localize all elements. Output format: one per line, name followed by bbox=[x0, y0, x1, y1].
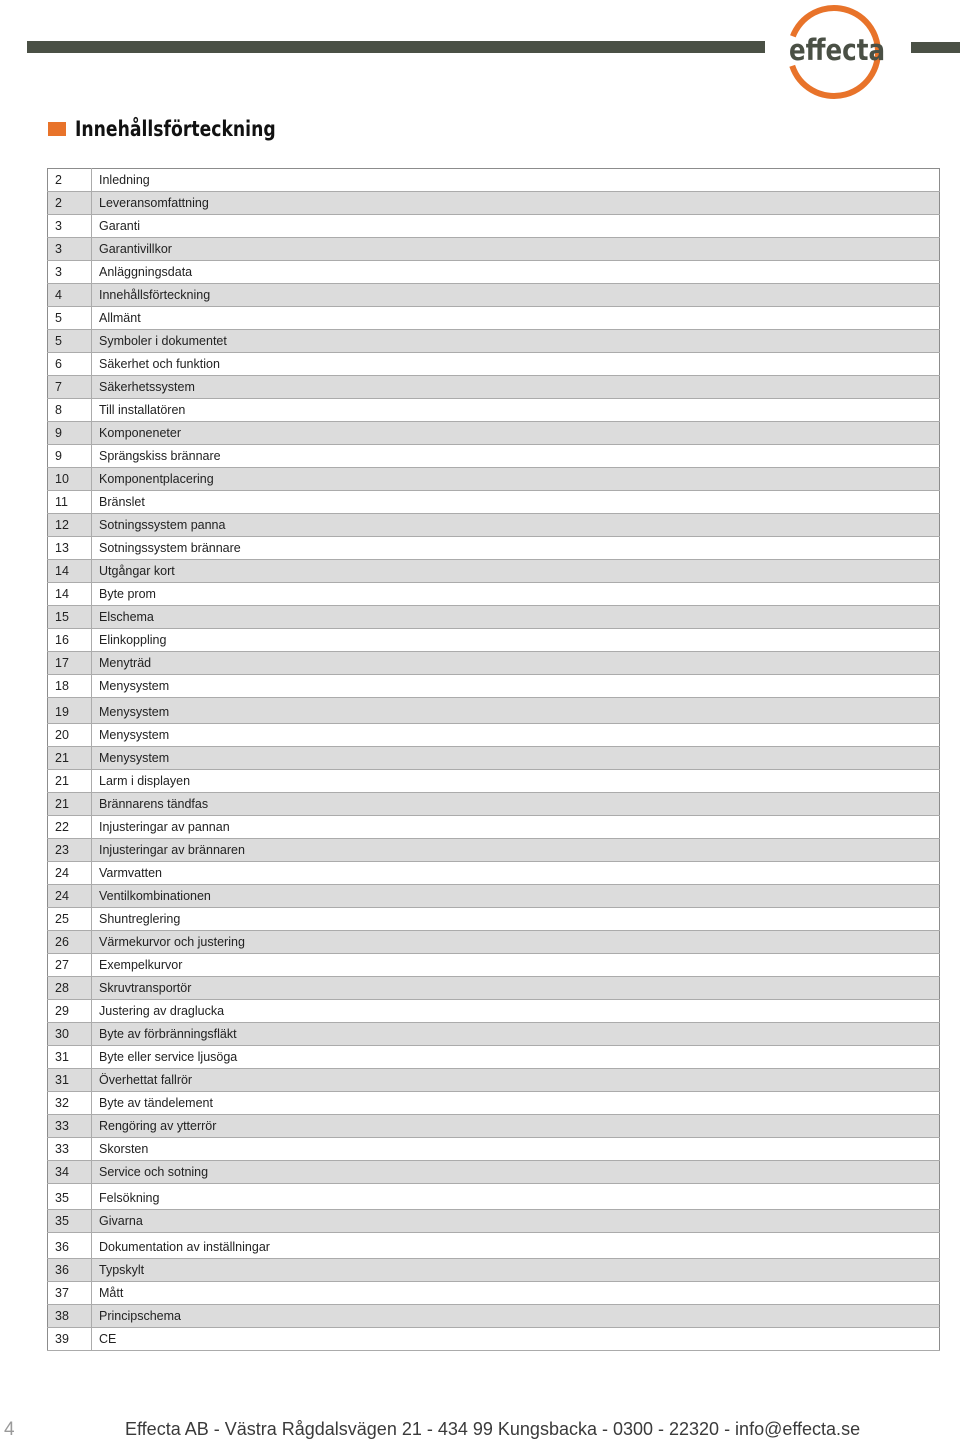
toc-entry-title: Typskylt bbox=[92, 1259, 940, 1282]
toc-row bbox=[48, 977, 940, 1000]
toc-page-number: 9 bbox=[48, 422, 92, 445]
logo-wordmark: effecta bbox=[789, 33, 885, 67]
toc-page-number: 24 bbox=[48, 885, 92, 908]
toc-row bbox=[48, 1184, 940, 1210]
toc-entry-title: Menysystem bbox=[92, 747, 940, 770]
toc-row bbox=[48, 169, 940, 192]
toc-page-number: 34 bbox=[48, 1161, 92, 1184]
toc-page-number: 2 bbox=[48, 169, 92, 192]
toc-entry-title: Skruvtransportör bbox=[92, 977, 940, 1000]
header-bar-left bbox=[27, 41, 765, 53]
toc-page-number: 21 bbox=[48, 747, 92, 770]
toc-page-number: 14 bbox=[48, 560, 92, 583]
toc-page-number: 36 bbox=[48, 1233, 92, 1259]
toc-page-number: 3 bbox=[48, 215, 92, 238]
toc-page-number: 33 bbox=[48, 1115, 92, 1138]
toc-row bbox=[48, 514, 940, 537]
toc-page-number: 14 bbox=[48, 583, 92, 606]
toc-row bbox=[48, 1000, 940, 1023]
toc-entry-title: Inledning bbox=[92, 169, 940, 192]
toc-row bbox=[48, 238, 940, 261]
toc-page-number: 2 bbox=[48, 192, 92, 215]
toc-entry-title: Byte av förbränningsfläkt bbox=[92, 1023, 940, 1046]
toc-row bbox=[48, 1328, 940, 1351]
toc-entry-title: Exempelkurvor bbox=[92, 954, 940, 977]
toc-entry-title: Varmvatten bbox=[92, 862, 940, 885]
toc-row bbox=[48, 747, 940, 770]
toc-entry-title: Utgångar kort bbox=[92, 560, 940, 583]
toc-page-number: 15 bbox=[48, 606, 92, 629]
toc-row bbox=[48, 931, 940, 954]
toc-page-number: 33 bbox=[48, 1138, 92, 1161]
toc-row bbox=[48, 284, 940, 307]
toc-entry-title: Injusteringar av brännaren bbox=[92, 839, 940, 862]
toc-row bbox=[48, 1138, 940, 1161]
toc-page-number: 8 bbox=[48, 399, 92, 422]
toc-row bbox=[48, 1233, 940, 1259]
toc-row bbox=[48, 652, 940, 675]
toc-row bbox=[48, 885, 940, 908]
toc-entry-title: Larm i displayen bbox=[92, 770, 940, 793]
toc-entry-title: Till installatören bbox=[92, 399, 940, 422]
toc-row bbox=[48, 954, 940, 977]
toc-row bbox=[48, 353, 940, 376]
toc-page-number: 19 bbox=[48, 698, 92, 724]
toc-table bbox=[47, 168, 940, 1351]
toc-entry-title: Mått bbox=[92, 1282, 940, 1305]
toc-page-number: 38 bbox=[48, 1305, 92, 1328]
toc-entry-title: Garantivillkor bbox=[92, 238, 940, 261]
toc-entry-title: Bränslet bbox=[92, 491, 940, 514]
toc-row bbox=[48, 793, 940, 816]
toc-page-number: 35 bbox=[48, 1210, 92, 1233]
toc-page-number: 23 bbox=[48, 839, 92, 862]
toc-page-number: 36 bbox=[48, 1259, 92, 1282]
toc-entry-title: Givarna bbox=[92, 1210, 940, 1233]
toc-page-number: 24 bbox=[48, 862, 92, 885]
toc-row bbox=[48, 445, 940, 468]
toc-entry-title: Byte prom bbox=[92, 583, 940, 606]
toc-page-number: 32 bbox=[48, 1092, 92, 1115]
toc-row bbox=[48, 862, 940, 885]
toc-entry-title: Menyträd bbox=[92, 652, 940, 675]
toc-row bbox=[48, 192, 940, 215]
toc-row bbox=[48, 1210, 940, 1233]
toc-entry-title: Komponentplacering bbox=[92, 468, 940, 491]
toc-page-number: 3 bbox=[48, 238, 92, 261]
toc-page-number: 20 bbox=[48, 724, 92, 747]
toc-page-number: 17 bbox=[48, 652, 92, 675]
toc-row bbox=[48, 1305, 940, 1328]
toc-page-number: 35 bbox=[48, 1184, 92, 1210]
toc-entry-title: Sotningssystem brännare bbox=[92, 537, 940, 560]
toc-entry-title: Innehållsförteckning bbox=[92, 284, 940, 307]
toc-entry-title: Justering av draglucka bbox=[92, 1000, 940, 1023]
toc-row bbox=[48, 724, 940, 747]
toc-row bbox=[48, 698, 940, 724]
toc-entry-title: Elschema bbox=[92, 606, 940, 629]
toc-page-number: 30 bbox=[48, 1023, 92, 1046]
effecta-logo-icon bbox=[780, 2, 890, 102]
toc-entry-title: Sprängskiss brännare bbox=[92, 445, 940, 468]
toc-row bbox=[48, 537, 940, 560]
toc-page-number: 3 bbox=[48, 261, 92, 284]
toc-entry-title: Injusteringar av pannan bbox=[92, 816, 940, 839]
toc-entry-title: Garanti bbox=[92, 215, 940, 238]
toc-row bbox=[48, 606, 940, 629]
toc-entry-title: Shuntreglering bbox=[92, 908, 940, 931]
toc-entry-title: Leveransomfattning bbox=[92, 192, 940, 215]
header-bar-right bbox=[911, 42, 960, 53]
toc-page-number: 12 bbox=[48, 514, 92, 537]
toc-entry-title: Sotningssystem panna bbox=[92, 514, 940, 537]
toc-page-number: 21 bbox=[48, 793, 92, 816]
toc-page-number: 18 bbox=[48, 675, 92, 698]
toc-page-number: 31 bbox=[48, 1046, 92, 1069]
toc-entry-title: Menysystem bbox=[92, 698, 940, 724]
toc-entry-title: Dokumentation av inställningar bbox=[92, 1233, 940, 1259]
toc-row bbox=[48, 583, 940, 606]
toc-row bbox=[48, 816, 940, 839]
toc-row bbox=[48, 1259, 940, 1282]
toc-entry-title: Menysystem bbox=[92, 675, 940, 698]
toc-row bbox=[48, 1282, 940, 1305]
toc-entry-title: Felsökning bbox=[92, 1184, 940, 1210]
toc-page-number: 5 bbox=[48, 330, 92, 353]
heading-square-icon bbox=[48, 122, 66, 136]
page-heading bbox=[48, 117, 320, 141]
toc-row bbox=[48, 1023, 940, 1046]
toc-row bbox=[48, 307, 940, 330]
toc-row bbox=[48, 839, 940, 862]
toc-row bbox=[48, 399, 940, 422]
page-title: Innehållsförteckning bbox=[75, 117, 276, 141]
toc-entry-title: Komponeneter bbox=[92, 422, 940, 445]
toc-page-number: 10 bbox=[48, 468, 92, 491]
toc-page-number: 29 bbox=[48, 1000, 92, 1023]
toc-entry-title: Service och sotning bbox=[92, 1161, 940, 1184]
toc-row bbox=[48, 1092, 940, 1115]
toc-entry-title: Menysystem bbox=[92, 724, 940, 747]
toc-page-number: 16 bbox=[48, 629, 92, 652]
toc-page-number: 31 bbox=[48, 1069, 92, 1092]
toc-page-number: 6 bbox=[48, 353, 92, 376]
toc-row bbox=[48, 468, 940, 491]
toc-page-number: 25 bbox=[48, 908, 92, 931]
toc-row bbox=[48, 629, 940, 652]
toc-entry-title: Brännarens tändfas bbox=[92, 793, 940, 816]
toc-entry-title: Byte av tändelement bbox=[92, 1092, 940, 1115]
toc-row bbox=[48, 908, 940, 931]
toc-row bbox=[48, 376, 940, 399]
toc-row bbox=[48, 261, 940, 284]
toc-page-number: 28 bbox=[48, 977, 92, 1000]
toc-page-number: 27 bbox=[48, 954, 92, 977]
toc-entry-title: Värmekurvor och justering bbox=[92, 931, 940, 954]
toc-page-number: 13 bbox=[48, 537, 92, 560]
toc-page-number: 26 bbox=[48, 931, 92, 954]
toc-page-number: 22 bbox=[48, 816, 92, 839]
toc-entry-title: Säkerhetssystem bbox=[92, 376, 940, 399]
toc-page-number: 21 bbox=[48, 770, 92, 793]
toc-row bbox=[48, 1046, 940, 1069]
toc-entry-title: CE bbox=[92, 1328, 940, 1351]
toc-entry-title: Rengöring av ytterrör bbox=[92, 1115, 940, 1138]
toc-entry-title: Säkerhet och funktion bbox=[92, 353, 940, 376]
toc-page-number: 39 bbox=[48, 1328, 92, 1351]
toc-entry-title: Symboler i dokumentet bbox=[92, 330, 940, 353]
toc-page-number: 5 bbox=[48, 307, 92, 330]
toc-page-number: 4 bbox=[48, 284, 92, 307]
toc-entry-title: Överhettat fallrör bbox=[92, 1069, 940, 1092]
toc-entry-title: Allmänt bbox=[92, 307, 940, 330]
toc-entry-title: Elinkoppling bbox=[92, 629, 940, 652]
toc-row bbox=[48, 215, 940, 238]
toc-entry-title: Ventilkombinationen bbox=[92, 885, 940, 908]
toc-row bbox=[48, 491, 940, 514]
toc-row bbox=[48, 330, 940, 353]
toc-entry-title: Anläggningsdata bbox=[92, 261, 940, 284]
toc-row bbox=[48, 422, 940, 445]
toc-page-number: 37 bbox=[48, 1282, 92, 1305]
toc-page-number: 11 bbox=[48, 491, 92, 514]
toc-row bbox=[48, 560, 940, 583]
toc-entry-title: Principschema bbox=[92, 1305, 940, 1328]
toc-row bbox=[48, 1069, 940, 1092]
toc-row bbox=[48, 1161, 940, 1184]
toc-row bbox=[48, 770, 940, 793]
toc-row bbox=[48, 675, 940, 698]
toc-row bbox=[48, 1115, 940, 1138]
toc-entry-title: Byte eller service ljusöga bbox=[92, 1046, 940, 1069]
toc-entry-title: Skorsten bbox=[92, 1138, 940, 1161]
toc-page-number: 9 bbox=[48, 445, 92, 468]
page-number: 4 bbox=[4, 1419, 15, 1440]
footer-contact: Effecta AB - Västra Rågdalsvägen 21 - 434 99 Kungsbacka - 0300 - 22320 - info@effecta.se bbox=[125, 1419, 861, 1439]
toc-page-number: 7 bbox=[48, 376, 92, 399]
